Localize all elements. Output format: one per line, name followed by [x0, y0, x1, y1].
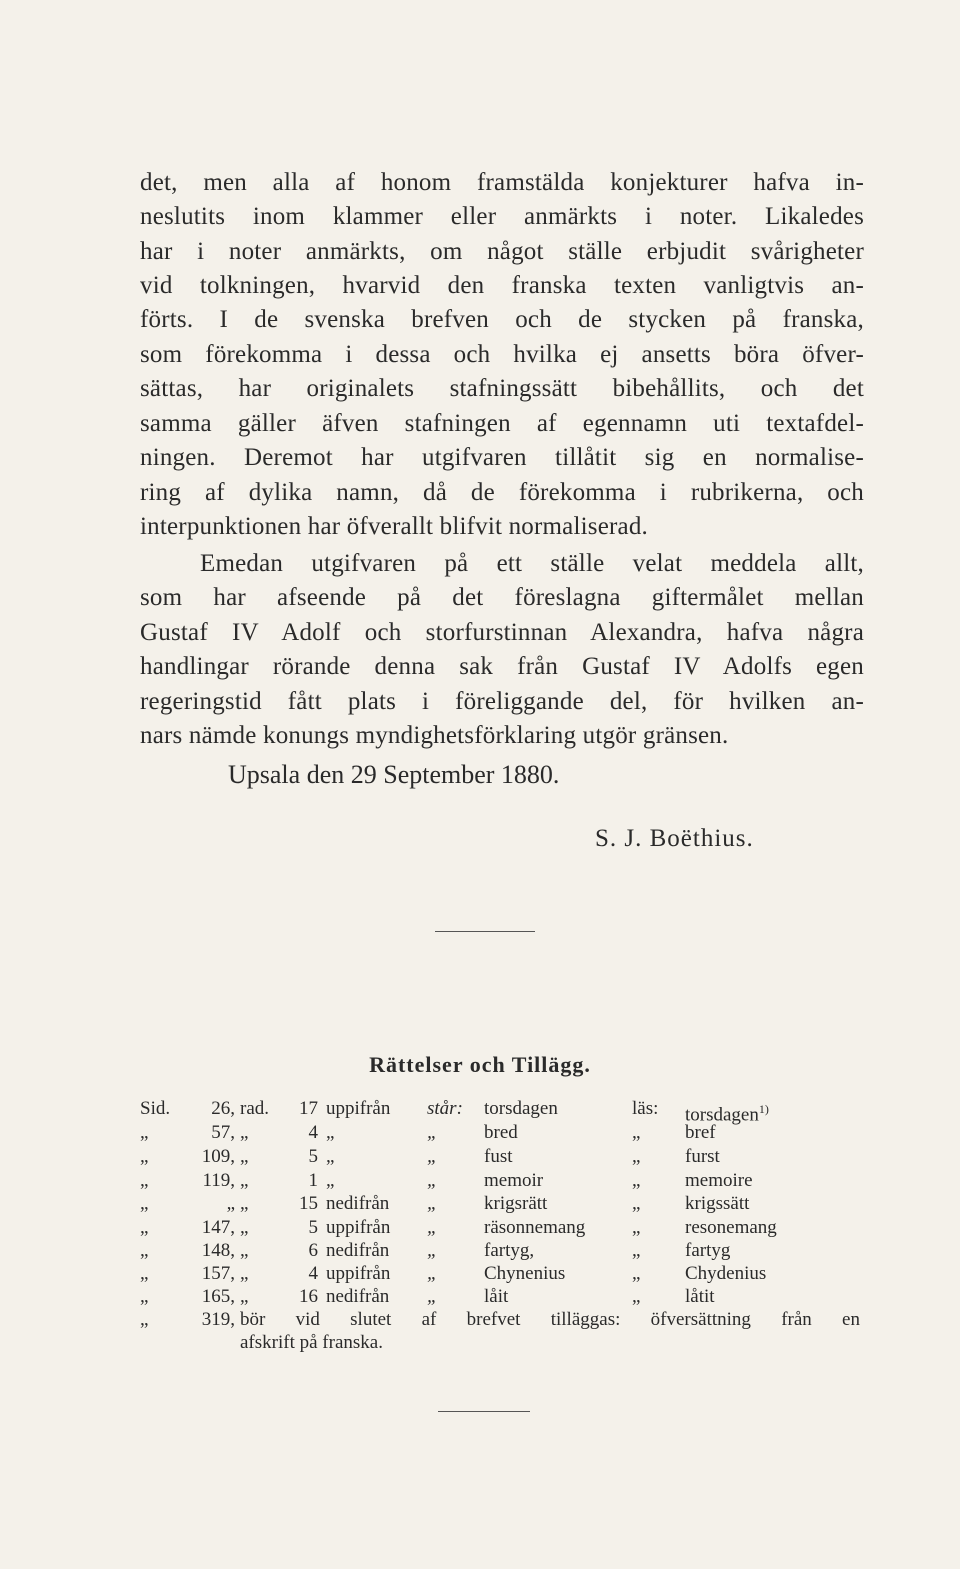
errata-page: 147, — [201, 1217, 235, 1238]
errata-page: 119, — [202, 1170, 235, 1191]
errata-right: memoire — [685, 1170, 753, 1191]
errata-line: 5 — [308, 1217, 318, 1238]
errata-star: „ — [427, 1122, 438, 1143]
errata-rad: rad. — [240, 1098, 270, 1119]
errata-page: 157, — [201, 1263, 235, 1284]
errata-right-text: torsdagen — [685, 1104, 759, 1126]
errata-line: 17 — [299, 1098, 318, 1119]
errata-las: „ — [632, 1170, 641, 1191]
errata-las: „ — [632, 1122, 641, 1143]
errata-title: Rättelser och Tillägg. — [369, 1052, 591, 1077]
errata-page: 165, — [201, 1286, 235, 1307]
errata-page: 319, — [201, 1309, 235, 1330]
errata-right: bref — [685, 1122, 716, 1143]
errata-direction: „ — [326, 1122, 335, 1143]
errata-sid: „ — [140, 1309, 149, 1330]
body-line: interpunktionen har öfverallt blifvit normaliserad. — [140, 513, 648, 540]
errata-las: „ — [632, 1240, 641, 1261]
errata-sid: „ — [140, 1286, 149, 1307]
errata-right: låtit — [685, 1286, 715, 1307]
errata-direction: uppifrån — [326, 1263, 391, 1284]
signature: S. J. Boëthius. — [595, 825, 754, 852]
errata-line: 1 — [308, 1170, 318, 1191]
errata-right: fartyg — [685, 1240, 731, 1261]
errata-line: 15 — [299, 1193, 318, 1214]
errata-wrong: memoir — [484, 1170, 544, 1191]
errata-star: „ — [427, 1263, 438, 1284]
errata-star: „ — [427, 1170, 438, 1191]
body-line: vid tolkningen, hvarvid den franska texten vanligtvis an- — [140, 272, 864, 299]
errata-line: 4 — [308, 1122, 318, 1143]
errata-right: furst — [685, 1146, 720, 1167]
errata-direction: nedifrån — [326, 1193, 390, 1214]
errata-direction: uppifrån — [326, 1217, 391, 1238]
body-line: nars nämde konungs myndighetsförklaring utgör gränsen. — [140, 722, 729, 749]
body-line: förts. I de svenska brefven och de stycken på franska, — [140, 306, 864, 333]
errata-page: 26, — [211, 1098, 235, 1119]
errata-page: 148, — [201, 1240, 235, 1261]
errata-direction: „ — [326, 1146, 335, 1167]
errata-rad: „ — [240, 1193, 249, 1214]
body-line: ring af dylika namn, då de förekomma i rubrikerna, och — [140, 479, 864, 506]
errata-page: 57, — [211, 1122, 235, 1143]
errata-addition-continued: afskrift på franska. — [240, 1332, 383, 1353]
errata-las: läs: — [632, 1098, 659, 1119]
errata-line: 16 — [299, 1286, 318, 1307]
errata-row — [0, 1239, 960, 1263]
errata-right: resonemang — [685, 1217, 777, 1238]
errata-star: „ — [427, 1146, 438, 1167]
errata-sid: „ — [140, 1146, 149, 1167]
errata-wrong: fartyg, — [484, 1240, 535, 1261]
body-line: ningen. Deremot har utgifvaren tillåtit sig en normalise- — [140, 444, 864, 471]
errata-wrong: fust — [484, 1146, 513, 1167]
errata-rad: „ — [240, 1240, 249, 1261]
errata-page: „ — [226, 1193, 235, 1214]
errata-row — [0, 1192, 960, 1216]
errata-wrong: krigsrätt — [484, 1193, 548, 1214]
errata-line: 6 — [308, 1240, 318, 1261]
errata-las: „ — [632, 1263, 641, 1284]
errata-wrong: Chynenius — [484, 1263, 566, 1284]
errata-rad: „ — [240, 1286, 249, 1307]
errata-line: 5 — [308, 1146, 318, 1167]
body-line: som förekomma i dessa och hvilka ej ansetts böra öfver- — [140, 341, 864, 368]
errata-sid: „ — [140, 1193, 149, 1214]
errata-wrong: bred — [484, 1122, 518, 1143]
errata-addition: bör vid slutet af brefvet tilläggas: öfversättning från en — [240, 1309, 860, 1330]
body-line: samma gäller äfven stafningen af egennamn uti textafdel- — [140, 410, 864, 437]
errata-las: „ — [632, 1146, 641, 1167]
place-date: Upsala den 29 September 1880. — [228, 760, 560, 789]
errata-rad: „ — [240, 1263, 249, 1284]
errata-rad: „ — [240, 1217, 249, 1238]
errata-rad: „ — [240, 1122, 249, 1143]
errata-direction: nedifrån — [326, 1286, 390, 1307]
errata-direction: nedifrån — [326, 1240, 390, 1261]
errata-star: „ — [427, 1240, 438, 1261]
divider — [438, 1411, 530, 1412]
errata-wrong: låit — [484, 1286, 509, 1307]
body-line: handlingar rörande denna sak från Gustaf IV Adolfs egen — [140, 653, 864, 680]
body-line: som har afseende på det föreslagna giftermålet mellan — [140, 584, 864, 611]
body-line: Emedan utgifvaren på ett ställe velat meddela allt, — [200, 550, 864, 577]
errata-row — [0, 1308, 960, 1332]
errata-page: 109, — [201, 1146, 235, 1167]
errata-row — [0, 1331, 960, 1355]
errata-las: „ — [632, 1193, 641, 1214]
errata-sid: „ — [140, 1240, 149, 1261]
errata-wrong: räsonnemang — [484, 1217, 586, 1238]
errata-right: Chydenius — [685, 1263, 767, 1284]
errata-star: står: — [427, 1098, 463, 1119]
errata-sid: Sid. — [140, 1098, 171, 1119]
footnote-marker: 1) — [758, 1102, 769, 1116]
errata-star: „ — [427, 1286, 438, 1307]
body-line: neslutits inom klammer eller anmärkts i noter. Likaledes — [140, 203, 864, 230]
errata-line: 4 — [308, 1263, 318, 1284]
errata-sid: „ — [140, 1263, 149, 1284]
errata-row — [0, 1097, 960, 1126]
errata-row — [0, 1145, 960, 1169]
errata-rad: „ — [240, 1170, 249, 1191]
errata-star: „ — [427, 1193, 438, 1214]
errata-row — [0, 1216, 960, 1240]
errata-right: krigssätt — [685, 1193, 750, 1214]
errata-sid: „ — [140, 1122, 149, 1143]
errata-row — [0, 1285, 960, 1309]
errata-sid: „ — [140, 1217, 149, 1238]
errata-row — [0, 1121, 960, 1145]
body-line: sättas, har originalets stafningssätt bibehållits, och det — [140, 375, 864, 402]
body-line: det, men alla af honom framstälda konjekturer hafva in- — [140, 169, 864, 196]
errata-direction: „ — [326, 1170, 335, 1191]
errata-row — [0, 1262, 960, 1286]
errata-las: „ — [632, 1286, 641, 1307]
body-line: har i noter anmärkts, om något ställe erbjudit svårigheter — [140, 238, 864, 265]
errata-direction: uppifrån — [326, 1098, 391, 1119]
errata-wrong: torsdagen — [484, 1098, 558, 1119]
errata-star: „ — [427, 1217, 438, 1238]
errata-rad: „ — [240, 1146, 249, 1167]
body-line: Gustaf IV Adolf och storfurstinnan Alexandra, hafva några — [140, 619, 864, 646]
errata-las: „ — [632, 1217, 641, 1238]
body-line: regeringstid fått plats i föreliggande del, för hvilken an- — [140, 688, 864, 715]
errata-sid: „ — [140, 1170, 149, 1191]
errata-row — [0, 1169, 960, 1193]
divider — [435, 931, 535, 932]
